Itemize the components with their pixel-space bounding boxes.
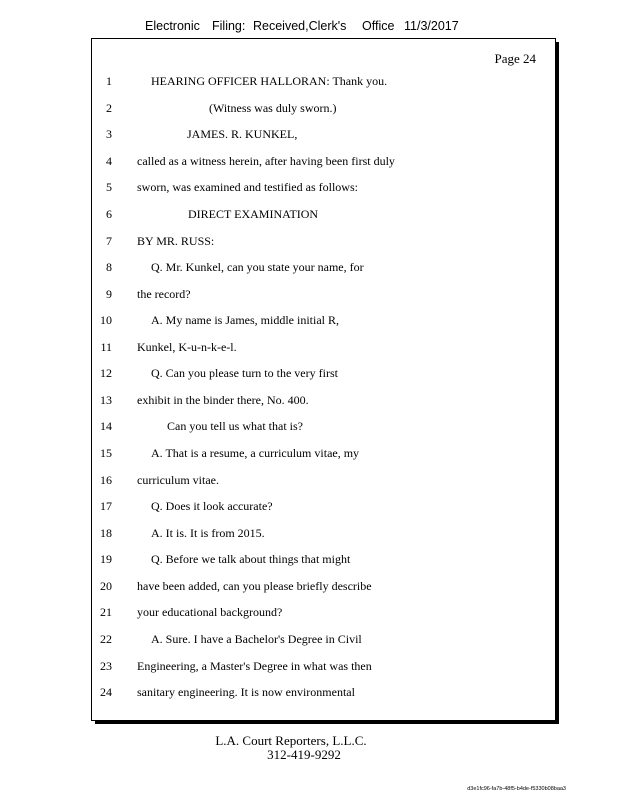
line-text: BY MR. RUSS: xyxy=(137,234,215,248)
transcript-line xyxy=(92,552,557,570)
line-text: curriculum vitae. xyxy=(137,473,219,487)
line-number: 19 xyxy=(100,552,112,566)
line-text: (Witness was duly sworn.) xyxy=(209,101,337,115)
line-text: DIRECT EXAMINATION xyxy=(188,207,319,221)
line-text: Q. Does it look accurate? xyxy=(151,499,273,513)
line-number: 11 xyxy=(100,340,112,354)
transcript-line xyxy=(92,605,557,623)
transcript-line xyxy=(92,393,557,411)
transcript-line xyxy=(92,446,557,464)
line-number: 3 xyxy=(106,127,112,141)
line-number: 10 xyxy=(100,313,112,327)
line-text: JAMES. R. KUNKEL, xyxy=(187,127,298,141)
transcript-line xyxy=(92,260,557,278)
transcript-line xyxy=(92,127,557,145)
reporter-company: L.A. Court Reporters, L.L.C. xyxy=(215,733,367,748)
line-text: exhibit in the binder there, No. 400. xyxy=(137,393,309,407)
transcript-line xyxy=(92,685,557,703)
transcript-line xyxy=(92,180,557,198)
transcript-page xyxy=(91,38,556,721)
transcript-line xyxy=(92,526,557,544)
line-number: 20 xyxy=(100,579,112,593)
transcript-line xyxy=(92,632,557,650)
line-number: 15 xyxy=(100,446,112,460)
line-number: 23 xyxy=(100,659,112,673)
transcript-line xyxy=(92,101,557,119)
line-number: 22 xyxy=(100,632,112,646)
line-text: A. It is. It is from 2015. xyxy=(151,526,265,540)
transcript-line xyxy=(92,287,557,305)
transcript-line xyxy=(92,207,557,225)
line-number: 16 xyxy=(100,473,112,487)
line-number: 9 xyxy=(106,287,112,301)
line-number: 7 xyxy=(106,234,112,248)
line-number: 5 xyxy=(106,180,112,194)
transcript-line xyxy=(92,659,557,677)
line-text: sanitary engineering. It is now environmental xyxy=(137,685,355,699)
electronic-filing-stamp xyxy=(0,19,618,39)
transcript-line xyxy=(92,579,557,597)
line-number: 4 xyxy=(106,154,112,168)
line-number: 6 xyxy=(106,207,112,221)
line-text: called as a witness herein, after having been first duly xyxy=(137,154,395,168)
stamp-date: 11/3/2017 xyxy=(404,19,459,33)
transcript-line xyxy=(92,419,557,437)
line-text: Q. Can you please turn to the very first xyxy=(151,366,338,380)
line-number: 2 xyxy=(106,101,112,115)
transcript-line xyxy=(92,473,557,491)
line-text: your educational background? xyxy=(137,605,283,619)
page-number: Page 24 xyxy=(494,51,536,66)
stamp-word: Electronic xyxy=(145,19,200,33)
reporter-phone: 312-419-9292 xyxy=(267,747,341,762)
transcript-line xyxy=(92,313,557,331)
line-number: 8 xyxy=(106,260,112,274)
line-text: Can you tell us what that is? xyxy=(167,419,303,433)
line-number: 21 xyxy=(100,605,112,619)
stamp-word: Office xyxy=(362,19,395,33)
transcript-line xyxy=(92,366,557,384)
transcript-line xyxy=(92,340,557,358)
line-text: Q. Before we talk about things that might xyxy=(151,552,351,566)
line-text: HEARING OFFICER HALLORAN: Thank you. xyxy=(151,74,388,88)
line-text: Kunkel, K-u-n-k-e-l. xyxy=(137,340,237,354)
line-number: 12 xyxy=(100,366,112,380)
line-number: 14 xyxy=(100,419,112,433)
stamp-word: Filing: xyxy=(212,19,246,33)
document-id: d3e1fc96-fa7b-48f5-b4de-f5330b08baa3 xyxy=(467,786,566,792)
line-text: Q. Mr. Kunkel, can you state your name, for xyxy=(151,260,364,274)
transcript-line xyxy=(92,154,557,172)
line-text: A. That is a resume, a curriculum vitae, my xyxy=(151,446,360,460)
line-number: 24 xyxy=(100,685,112,699)
line-text: have been added, can you please briefly describe xyxy=(137,579,372,593)
line-number: 1 xyxy=(106,74,112,88)
line-text: A. Sure. I have a Bachelor's Degree in Civil xyxy=(151,632,362,646)
transcript-line xyxy=(92,234,557,252)
line-text: the record? xyxy=(137,287,191,301)
line-text: A. My name is James, middle initial R, xyxy=(151,313,339,327)
transcript-line xyxy=(92,74,557,92)
stamp-word: Received,Clerk's xyxy=(253,19,347,33)
line-number: 13 xyxy=(100,393,112,407)
line-number: 18 xyxy=(100,526,112,540)
line-text: sworn, was examined and testified as follows: xyxy=(137,180,358,194)
transcript-line xyxy=(92,499,557,517)
line-number: 17 xyxy=(100,499,112,513)
line-text: Engineering, a Master's Degree in what was then xyxy=(137,659,372,673)
